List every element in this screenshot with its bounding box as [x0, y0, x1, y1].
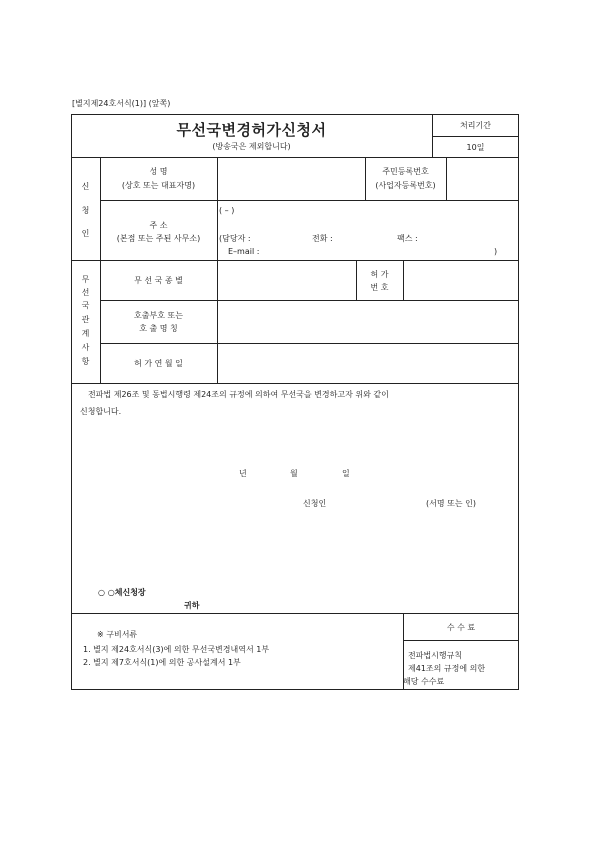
reg-number-field[interactable]: [447, 158, 518, 199]
name-field[interactable]: [218, 158, 364, 199]
permit-number-field[interactable]: [404, 261, 518, 299]
form-id: [별지제24호서식(1)] (앞쪽): [72, 99, 171, 108]
applicant-section-label-2: 청: [81, 206, 90, 215]
address-field[interactable]: [218, 201, 518, 259]
form-title: 무선국변경허가신청서: [176, 121, 327, 139]
phone-label: 전화 :: [312, 234, 333, 243]
divider: [71, 613, 519, 614]
permit-date-label: 허 가 연 월 일: [134, 359, 183, 368]
callsign-label: 호출부호 또는: [134, 311, 183, 320]
station-section-label-6: 사: [81, 343, 90, 352]
fax-label: 팩스 :: [397, 234, 418, 243]
address-label: 주 소: [149, 221, 168, 230]
name-label: 성 명: [149, 167, 168, 176]
divider: [403, 640, 519, 641]
station-section-label-5: 계: [81, 329, 90, 338]
station-type-label: 무 선 국 종 별: [134, 276, 183, 285]
contact-person-label: (담당자 :: [219, 234, 251, 243]
station-section-label-7: 항: [81, 357, 90, 366]
station-section-label-2: 선: [81, 288, 90, 297]
station-section-label-1: 무: [81, 275, 90, 284]
station-section-label-3: 국: [81, 301, 90, 310]
station-type-field[interactable]: [218, 261, 355, 299]
address-label-sub: (본점 또는 주된 사무소): [116, 234, 201, 243]
divider: [356, 260, 357, 300]
form-subtitle: (방송국은 제외합니다): [212, 142, 291, 151]
applicant-section-label-3: 인: [81, 229, 90, 238]
divider: [71, 383, 519, 384]
reg-number-label: 주민등록번호: [382, 167, 429, 176]
date-year-label: 년: [239, 469, 247, 478]
processing-period-label: 처리기간: [460, 121, 491, 130]
reg-number-label-sub: (사업자등록번호): [375, 181, 436, 190]
close-paren: ): [494, 247, 498, 256]
permit-number-label: 허 가: [370, 270, 389, 279]
applicant-name-field[interactable]: [335, 495, 420, 511]
fee-line-3: 해당 수수료: [403, 677, 445, 686]
permit-date-field[interactable]: [218, 344, 518, 382]
fee-label: 수 수 료: [446, 623, 476, 632]
required-docs-title: ※ 구비서류: [97, 630, 138, 639]
callsign-field[interactable]: [218, 301, 518, 342]
applicant-section-label-1: 신: [81, 182, 90, 191]
postcode-placeholder: ( – ): [219, 206, 235, 215]
statement-line-1: 전파법 제26조 및 동법시행령 제24조의 규정에 의하여 무선국을 변경하고자 위와 같이: [88, 390, 389, 399]
addressee: ○ ○체신청장: [98, 588, 146, 597]
required-doc-1: 1. 별지 제24호서식(3)에 의한 무선국변경내역서 1부: [83, 645, 270, 654]
statement-line-2: 신청합니다.: [80, 407, 122, 416]
name-label-sub: (상호 또는 대표자명): [121, 181, 196, 190]
station-section-label-4: 관: [81, 315, 90, 324]
addressee-honorific: 귀하: [184, 601, 200, 610]
applicant-label: 신청인: [303, 499, 327, 508]
divider: [432, 136, 519, 137]
processing-period-value: 10일: [466, 143, 485, 152]
date-day-label: 일: [342, 469, 350, 478]
signature-label: (서명 또는 인): [426, 499, 476, 508]
date-month-label: 월: [290, 469, 298, 478]
fee-line-2: 제41조의 규정에 의한: [408, 664, 486, 673]
callsign-label-sub: 호 출 명 칭: [139, 324, 178, 333]
divider: [365, 157, 366, 200]
permit-number-label-sub: 번 호: [370, 283, 389, 292]
required-doc-2: 2. 별지 제7호서식(1)에 의한 공사설계서 1부: [83, 658, 241, 667]
fee-line-1: 전파법시행규칙: [408, 651, 463, 660]
email-label: E–mail :: [228, 247, 260, 256]
